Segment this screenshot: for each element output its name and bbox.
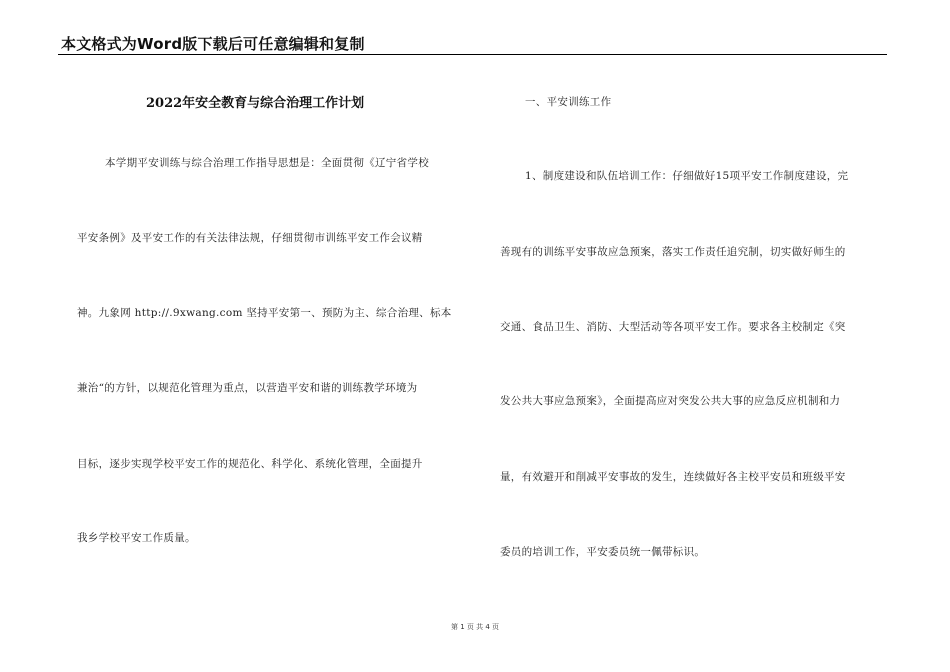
left-paragraph-line: 目标，逐步实现学校平安工作的规范化、科学化、系统化管理，全面提升 [77, 458, 423, 470]
right-paragraph-line: 交通、食品卫生、消防、大型活动等各项平安工作。要求各主校制定《突 [500, 321, 846, 333]
section-heading: 一、平安训练工作 [525, 96, 612, 108]
right-paragraph-line: 1、制度建设和队伍培训工作：仔细做好15项平安工作制度建设，完 [525, 170, 849, 182]
right-paragraph-line: 发公共大事应急预案》，全面提高应对突发公共大事的应急反应机制和力 [500, 395, 841, 407]
left-paragraph-line: 平安条例》及平安工作的有关法律法规，仔细贯彻市训练平安工作会议精 [77, 232, 423, 244]
document-title: 2022年安全教育与综合治理工作计划 [146, 96, 365, 111]
right-paragraph-line: 善现有的训练平安事故应急预案，落实工作责任追究制，切实做好师生的 [500, 246, 846, 258]
right-paragraph-line: 量，有效避开和削减平安事故的发生，连续做好各主校平安员和班级平安 [500, 471, 846, 483]
page-number: 第 1 页 共 4 页 [450, 623, 500, 631]
left-paragraph-line: 神。九象网 http://.9xwang.com 坚持平安第一、预防为主、综合治理、标本 [77, 307, 452, 319]
document-header: 本文格式为Word版下载后可任意编辑和复制 [61, 35, 365, 53]
left-paragraph-line: 本学期平安训练与综合治理工作指导思想是：全面贯彻《辽宁省学校 [105, 157, 429, 169]
right-paragraph-line: 委员的培训工作，平安委员统一佩带标识。 [500, 546, 706, 558]
header-divider [58, 54, 887, 55]
left-paragraph-line: 兼治“的方针，以规范化管理为重点，以营造平安和谐的训练教学环境为 [77, 382, 418, 394]
left-paragraph-line: 我乡学校平安工作质量。 [77, 532, 196, 544]
